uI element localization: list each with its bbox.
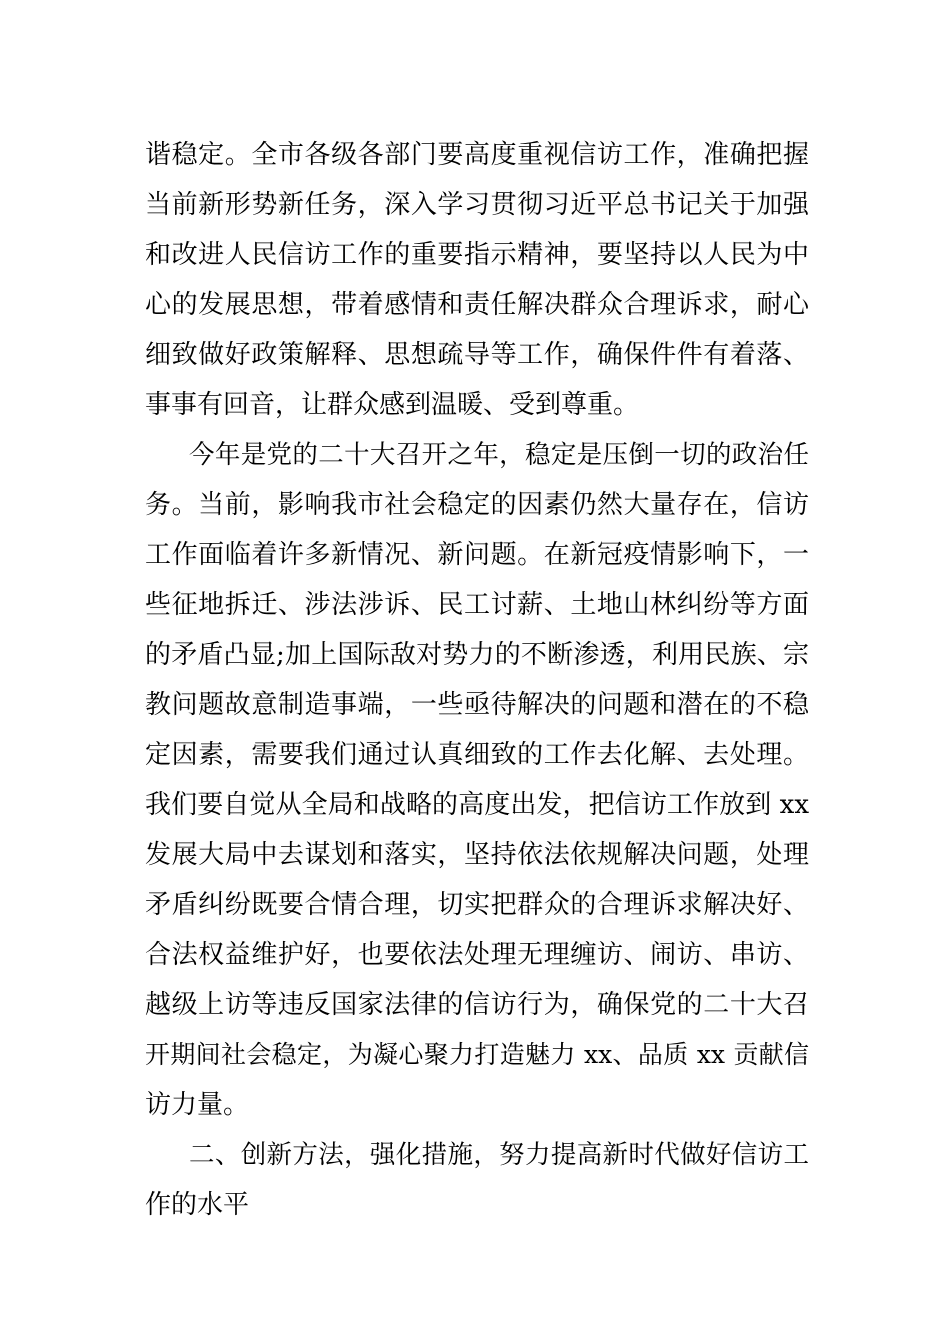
text-line: 心的发展思想，带着感情和责任解决群众合理诉求，耐心 bbox=[145, 290, 809, 320]
text-line: 和改进人民信访工作的重要指示精神，要坚持以人民为中 bbox=[145, 240, 809, 270]
text-line: 定因素，需要我们通过认真细致的工作去化解、去处理。 bbox=[145, 740, 809, 770]
text-line: 细致做好政策解释、思想疏导等工作，确保件件有着落、 bbox=[145, 340, 809, 370]
text-line: 合法权益维护好，也要依法处理无理缠访、闹访、串访、 bbox=[145, 940, 809, 970]
paragraph-1 bbox=[145, 130, 809, 430]
text-line: 教问题故意制造事端，一些亟待解决的问题和潜在的不稳 bbox=[145, 690, 809, 720]
text-line: 事事有回音，让群众感到温暖、受到尊重。 bbox=[145, 390, 640, 420]
text-line: 访力量。 bbox=[145, 1090, 250, 1120]
text-line: 务。当前，影响我市社会稳定的因素仍然大量存在，信访 bbox=[145, 490, 809, 520]
paragraph-2 bbox=[145, 430, 809, 1130]
section-heading bbox=[145, 1130, 809, 1230]
text-line: 的矛盾凸显;加上国际敌对势力的不断渗透，利用民族、宗 bbox=[145, 640, 809, 670]
text-line: 当前新形势新任务，深入学习贯彻习近平总书记关于加强 bbox=[145, 190, 809, 220]
text-line: 矛盾纠纷既要合情合理，切实把群众的合理诉求解决好、 bbox=[145, 890, 809, 920]
document-page bbox=[145, 130, 809, 1230]
text-line: 些征地拆迁、涉法涉诉、民工讨薪、土地山林纠纷等方面 bbox=[145, 590, 809, 620]
heading-line: 二、创新方法，强化措施，努力提高新时代做好信访工 bbox=[189, 1140, 809, 1170]
text-line: 今年是党的二十大召开之年，稳定是压倒一切的政治任 bbox=[189, 440, 809, 470]
text-line: 越级上访等违反国家法律的信访行为，确保党的二十大召 bbox=[145, 990, 809, 1020]
text-line: 开期间社会稳定，为凝心聚力打造魅力 xx、品质 xx 贡献信 bbox=[145, 1040, 809, 1069]
text-line: 我们要自觉从全局和战略的高度出发，把信访工作放到 xx bbox=[145, 790, 809, 820]
heading-line: 作的水平 bbox=[145, 1190, 250, 1220]
text-line: 发展大局中去谋划和落实，坚持依法依规解决问题，处理 bbox=[145, 840, 809, 870]
text-line: 工作面临着许多新情况、新问题。在新冠疫情影响下，一 bbox=[145, 540, 809, 570]
text-line: 谐稳定。全市各级各部门要高度重视信访工作，准确把握 bbox=[145, 140, 809, 170]
